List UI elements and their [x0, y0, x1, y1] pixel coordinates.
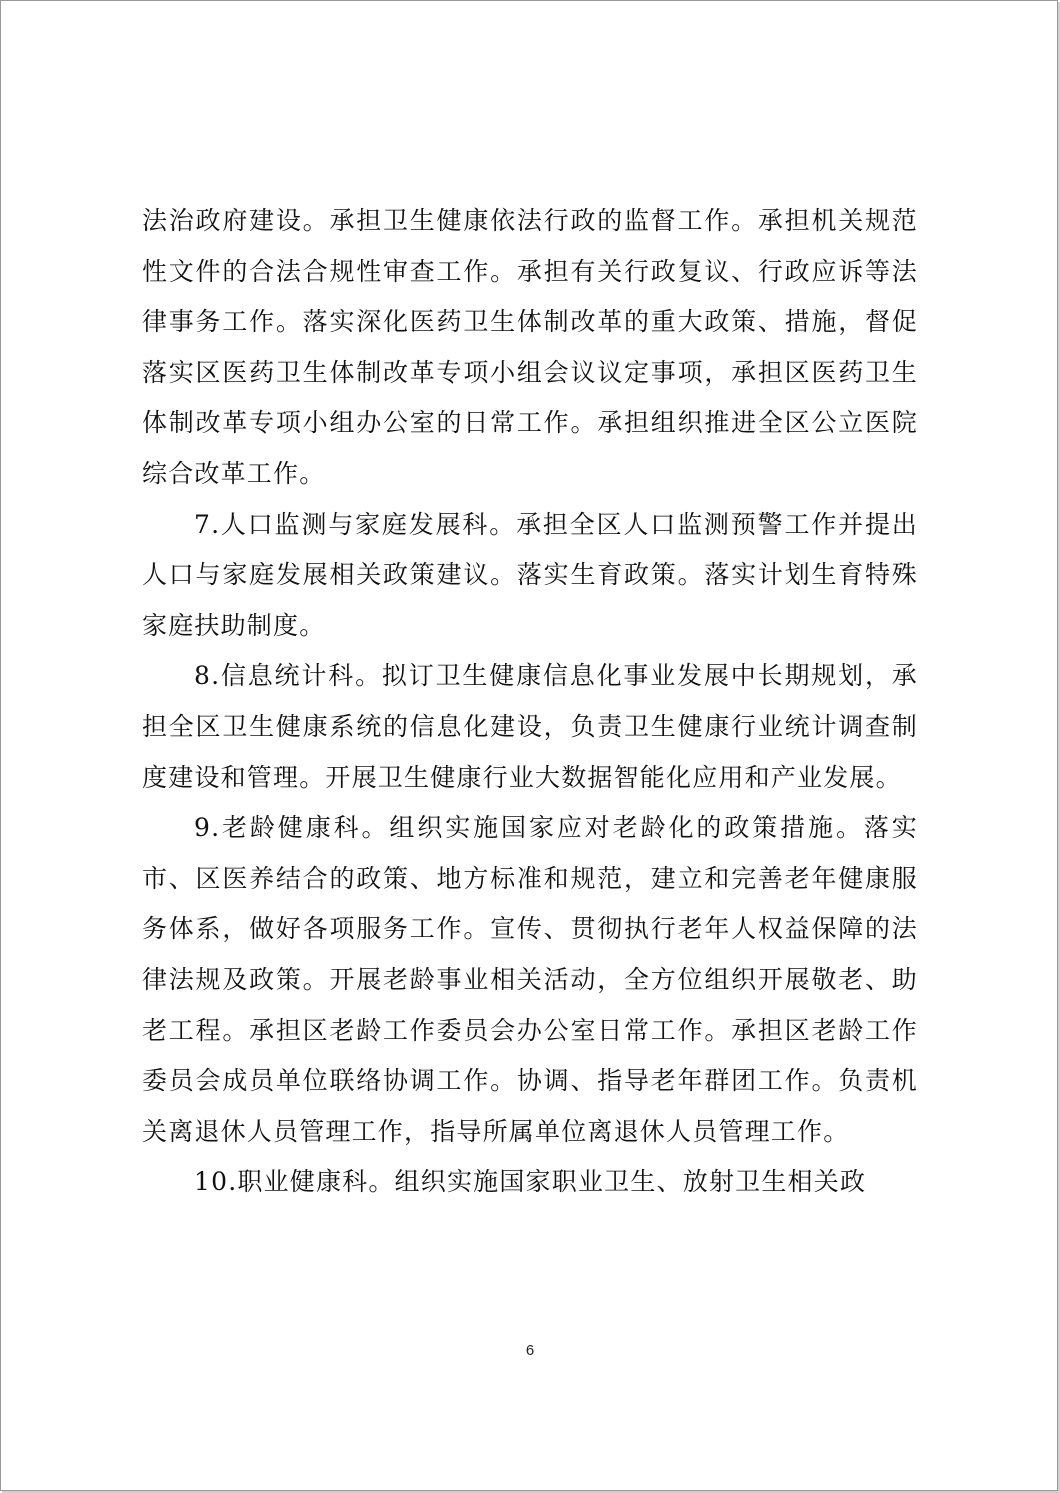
page-number: 6: [525, 1342, 535, 1359]
paragraph-elderly-health: 9.老龄健康科。组织实施国家应对老龄化的政策措施。落实市、区医养结合的政策、地方标准和规范，建立和完善老年健康服务体系，做好各项服务工作。宣传、贯彻执行老年人权益保障的法律法规及政策。开展老龄事业相关活动，全方位组织开展敬老、助老工程。承担区老龄工作委员会办公室日常工作。承担区老龄工作委员会成员单位联络协调工作。协调、指导老年群团工作。负责机关离退休人员管理工作，指导所属单位离退休人员管理工作。: [142, 813, 918, 1146]
paragraph-population-monitoring: 7.人口监测与家庭发展科。承担全区人口监测预警工作并提出人口与家庭发展相关政策建议。落实生育政策。落实计划生育特殊家庭扶助制度。: [142, 509, 918, 640]
paragraph-occupational-health: 10.职业健康科。组织实施国家职业卫生、放射卫生相关政: [194, 1167, 867, 1197]
paragraph-information-statistics: 8.信息统计科。拟订卫生健康信息化事业发展中长期规划，承担全区卫生健康系统的信息化建设，负责卫生健康行业统计调查制度建设和管理。开展卫生健康行业大数据智能化应用和产业发展。: [142, 661, 918, 792]
paragraph-legal-affairs: 法治政府建设。承担卫生健康依法行政的监督工作。承担机关规范性文件的合法合规性审查工作。承担有关行政复议、行政应诉等法律事务工作。落实深化医药卫生体制改革的重大政策、措施，督促落实区医药卫生体制改革专项小组会议议定事项，承担区医药卫生体制改革专项小组办公室的日常工作。承担组织推进全区公立医院综合改革工作。: [142, 206, 918, 488]
document-body: [142, 196, 918, 1208]
